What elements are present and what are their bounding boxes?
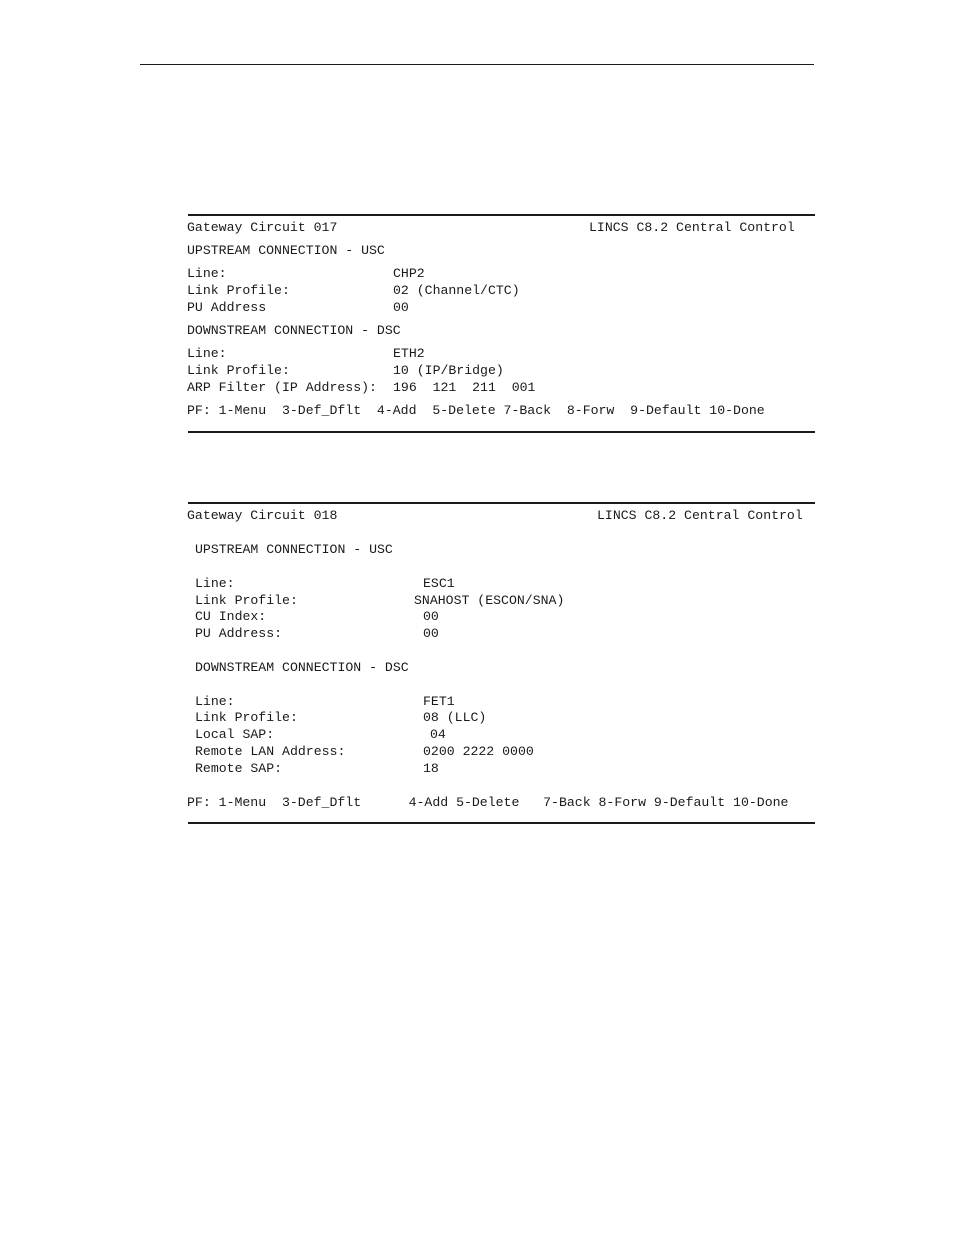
- field-label-local-sap: Local SAP:: [195, 727, 275, 742]
- field-label-link-profile: Link Profile:: [187, 363, 290, 378]
- field-value-remote-sap[interactable]: 18: [423, 761, 439, 776]
- screen-top-rule: [188, 214, 815, 216]
- system-title: LINCS C8.2 Central Control: [597, 508, 803, 523]
- field-value-pu-address[interactable]: 00: [423, 626, 439, 641]
- field-value-pu-address[interactable]: 00: [393, 300, 409, 315]
- field-label-line: Line:: [195, 694, 235, 709]
- field-value-line[interactable]: CHP2: [393, 266, 425, 281]
- field-value-line[interactable]: ETH2: [393, 346, 425, 361]
- field-value-cu-index[interactable]: 00: [423, 609, 439, 624]
- field-value-link-profile[interactable]: 02 (Channel/CTC): [393, 283, 520, 298]
- field-label-pu-address: PU Address:: [195, 626, 283, 641]
- field-label-link-profile: Link Profile:: [195, 593, 298, 608]
- screen-title: Gateway Circuit 018: [187, 508, 338, 523]
- system-title: LINCS C8.2 Central Control: [589, 220, 795, 235]
- screen-bottom-rule: [188, 822, 815, 824]
- field-value-arp-filter[interactable]: 196 121 211 001: [393, 380, 536, 395]
- field-label-link-profile: Link Profile:: [187, 283, 290, 298]
- field-label-pu-address: PU Address: [187, 300, 267, 315]
- pf-key-line: PF: 1-Menu 3-Def_Dflt 4-Add 5-Delete 7-Back 8-Forw 9-Default 10-Done: [187, 795, 789, 810]
- field-label-remote-lan-address: Remote LAN Address:: [195, 744, 346, 759]
- screen-top-rule: [188, 502, 815, 504]
- downstream-heading: DOWNSTREAM CONNECTION - DSC: [187, 323, 401, 338]
- field-label-arp-filter: ARP Filter (IP Address):: [187, 380, 377, 395]
- field-value-local-sap[interactable]: 04: [430, 727, 446, 742]
- field-value-line[interactable]: FET1: [423, 694, 455, 709]
- field-value-link-profile[interactable]: 08 (LLC): [423, 710, 487, 725]
- field-value-line[interactable]: ESC1: [423, 576, 455, 591]
- field-label-link-profile: Link Profile:: [195, 710, 298, 725]
- screen-title: Gateway Circuit 017: [187, 220, 338, 235]
- page-header-rule: [140, 64, 814, 65]
- field-label-line: Line:: [187, 266, 227, 281]
- upstream-heading: UPSTREAM CONNECTION - USC: [187, 243, 385, 258]
- field-label-remote-sap: Remote SAP:: [195, 761, 283, 776]
- pf-key-line: PF: 1-Menu 3-Def_Dflt 4-Add 5-Delete 7-Back 8-Forw 9-Default 10-Done: [187, 403, 765, 418]
- field-label-line: Line:: [187, 346, 227, 361]
- downstream-heading: DOWNSTREAM CONNECTION - DSC: [195, 660, 409, 675]
- screen-bottom-rule: [188, 431, 815, 433]
- field-label-line: Line:: [195, 576, 235, 591]
- field-label-cu-index: CU Index:: [195, 609, 267, 624]
- field-value-remote-lan-address[interactable]: 0200 2222 0000: [423, 744, 534, 759]
- field-value-link-profile[interactable]: 10 (IP/Bridge): [393, 363, 504, 378]
- upstream-heading: UPSTREAM CONNECTION - USC: [195, 542, 393, 557]
- field-value-link-profile[interactable]: SNAHOST (ESCON/SNA): [414, 593, 565, 608]
